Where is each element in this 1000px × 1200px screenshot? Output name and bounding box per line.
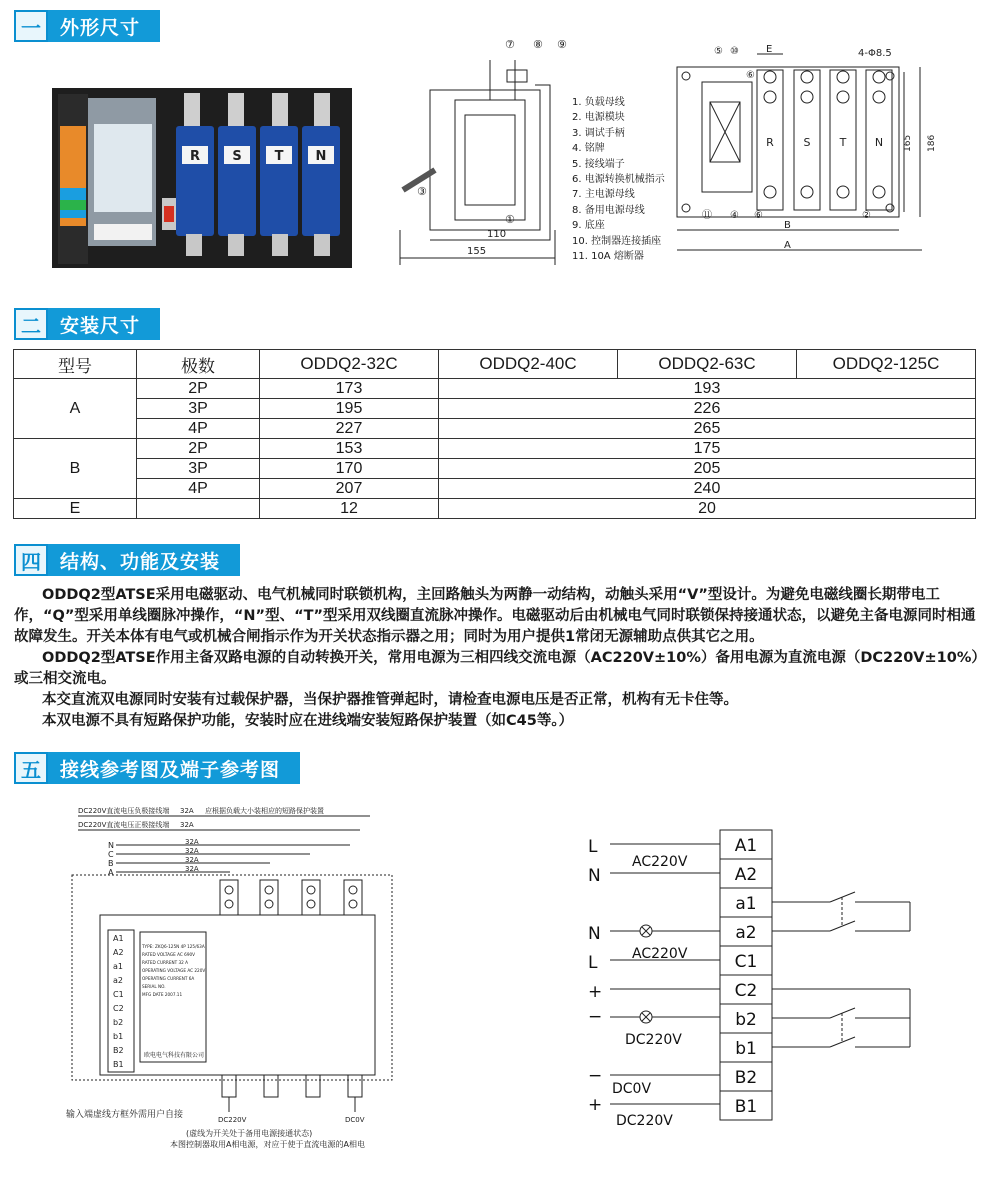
dim-155: 155 xyxy=(467,246,487,257)
caption-controller: 本图控制器取用A相电源，对应于使于直流电源的A相电 xyxy=(170,1140,365,1149)
strip-terminal: B2 xyxy=(113,1046,124,1055)
dim-110: 110 xyxy=(487,229,507,240)
cell-value: 207 xyxy=(260,479,439,499)
cell-value: 205 xyxy=(439,459,976,479)
nameplate-line: OPERATING VOLTAGE AC 220V xyxy=(142,968,206,973)
voltage-label: AC220V xyxy=(632,854,688,870)
source-label: − xyxy=(588,1007,603,1027)
strip-terminal: C2 xyxy=(113,1004,124,1013)
callout-1: ① xyxy=(505,213,515,226)
phase-label: C xyxy=(108,850,114,859)
phase-label: A xyxy=(108,868,114,877)
install-dimension-table xyxy=(13,349,976,519)
dim-e: E xyxy=(766,44,773,55)
section-number: 一 xyxy=(14,10,48,42)
pole-label: N xyxy=(315,149,327,164)
table-row xyxy=(14,439,976,459)
legend-item: 2. 电源模块 xyxy=(572,112,625,124)
cell-value: 240 xyxy=(439,479,976,499)
bottom-dc0-label: DC0V xyxy=(345,1116,365,1124)
product-photo xyxy=(52,88,362,278)
dim-186: 186 xyxy=(927,134,937,152)
callout-5: ⑤ xyxy=(714,46,723,57)
paragraph: ODDQ2型ATSE采用电磁驱动、电气机械同时联锁机构，主回路触头为两静一动结构，动触头采用“V”型设计。为避免电磁线圈长期带电工作，“Q”型采用单线圈脉冲操作，“N”型、“T”型采用双线圈直流脉冲操作。电磁驱动后由机械电气同时联锁保持接通状态，以避免主备电源同时相通故障发生。开关本体有电气或机械合闸指示作为开关状态指示器之用；同时为用户提供1常闭无源辅助点供其它之用。 xyxy=(14,587,976,645)
col-header: ODDQ2-32C xyxy=(260,350,439,379)
voltage-label: AC220V xyxy=(632,946,688,962)
table-row xyxy=(14,399,976,419)
strip-terminal: b2 xyxy=(113,1018,124,1027)
callout-8: ⑧ xyxy=(533,40,543,51)
strip-terminal: b1 xyxy=(113,1032,124,1041)
strip-terminal: A1 xyxy=(113,934,124,943)
strip-terminal: B1 xyxy=(113,1060,124,1069)
legend-item: 5. 接线端子 xyxy=(572,158,625,170)
fuse-rating: 32A xyxy=(185,838,199,846)
section-header-structure xyxy=(14,544,240,576)
cell-poles: 3P xyxy=(137,459,260,479)
terminal-label: C2 xyxy=(734,981,758,1001)
pole-label: S xyxy=(232,149,242,164)
terminal-label: C1 xyxy=(734,952,758,972)
pole-label: T xyxy=(274,149,284,164)
table-row xyxy=(14,479,976,499)
dc-neg-label: DC220V直流电压负极接线端 xyxy=(78,807,170,815)
callout-2: ② xyxy=(862,210,871,221)
phase-label: B xyxy=(108,859,114,868)
terminal-label: a2 xyxy=(735,923,757,943)
cell-value: 195 xyxy=(260,399,439,419)
paragraph: 本交直流双电源同时安装有过载保护器，当保护器推管弹起时，请检查电源电压是否正常，机构有无卡住等。 xyxy=(42,692,738,708)
fuse-rating: 32A xyxy=(185,847,199,855)
voltage-label: DC0V xyxy=(612,1081,652,1097)
dc-pos-label: DC220V直流电压正极接线端 xyxy=(78,821,170,829)
legend-item: 8. 备用电源母线 xyxy=(572,204,645,216)
legend-item: 11. 10A 熔断器 xyxy=(572,251,644,263)
terminal-label: b2 xyxy=(735,1010,757,1030)
terminal-label: b1 xyxy=(735,1039,757,1059)
callout-6: ⑥ xyxy=(746,70,755,81)
pole-label: N xyxy=(874,136,884,149)
cell-value: 175 xyxy=(439,439,976,459)
terminal-label: B1 xyxy=(734,1097,758,1117)
group-label: A xyxy=(14,379,137,439)
cell-value: 193 xyxy=(439,379,976,399)
legend-item: 7. 主电源母线 xyxy=(572,189,635,201)
cell-poles: 3P xyxy=(137,399,260,419)
terminal-label: A2 xyxy=(734,865,758,885)
group-label: E xyxy=(14,499,137,519)
callout-7: ⑦ xyxy=(505,40,515,51)
source-label: N xyxy=(588,866,601,886)
terminal-label: A1 xyxy=(734,836,758,856)
fuse-rating: 32A xyxy=(180,821,194,829)
dim-hole: 4-Φ8.5 xyxy=(858,48,892,59)
fuse-rating: 32A xyxy=(180,807,194,815)
nameplate-line: RATED CURRENT 32 A xyxy=(142,960,189,965)
cell-poles: 2P xyxy=(137,379,260,399)
paragraph: 本双电源不具有短路保护功能，安装时应在进线端安装短路保护装置（如C45等。） xyxy=(42,713,574,729)
cell-value: 227 xyxy=(260,419,439,439)
section-header-install xyxy=(14,308,160,340)
nameplate-line: MFG DATE 2007.11 xyxy=(142,992,183,997)
legend-item: 9. 底座 xyxy=(572,220,605,232)
fuse-rating: 32A xyxy=(185,865,199,873)
strip-terminal: A2 xyxy=(113,948,124,957)
section-title: 接线参考图及端子参考图 xyxy=(48,752,300,784)
cell-value: 12 xyxy=(260,499,439,519)
col-header: 极数 xyxy=(137,350,260,379)
callout-4: ④ xyxy=(730,210,739,221)
cell-poles: 2P xyxy=(137,439,260,459)
table-row xyxy=(14,459,976,479)
front-view-drawing xyxy=(672,42,942,260)
description-text xyxy=(14,585,989,732)
parts-legend xyxy=(572,95,665,264)
callout-10: ⑩ xyxy=(730,46,739,57)
terminal-label: a1 xyxy=(735,894,757,914)
section-number: 四 xyxy=(14,544,48,576)
cell-value: 170 xyxy=(260,459,439,479)
table-row xyxy=(14,379,976,399)
paragraph: ODDQ2型ATSE作用主备双路电源的自动转换开关，常用电源为三相四线交流电源（AC220V±10%）备用电源为直流电源（DC220V±10%）或三相交流电。 xyxy=(14,650,986,687)
pole-label: T xyxy=(839,136,847,149)
protection-note: 应根据负载大小装相应的短路保护装置 xyxy=(205,807,324,815)
cell-poles xyxy=(137,499,260,519)
source-label: N xyxy=(588,924,601,944)
section-title: 外形尺寸 xyxy=(48,10,160,42)
pole-label: S xyxy=(803,136,811,149)
dim-165: 165 xyxy=(903,134,913,152)
wiring-diagram xyxy=(60,800,500,1150)
section-number: 五 xyxy=(14,752,48,784)
bottom-dc-label: DC220V xyxy=(218,1116,247,1124)
strip-terminal: a2 xyxy=(113,976,123,985)
terminal-label: B2 xyxy=(734,1068,758,1088)
table-header-row xyxy=(14,350,976,379)
col-header: ODDQ2-125C xyxy=(797,350,976,379)
source-label: + xyxy=(588,1095,603,1115)
legend-item: 1. 负载母线 xyxy=(572,97,625,108)
voltage-label: DC220V xyxy=(616,1113,673,1125)
phase-label: N xyxy=(108,841,114,850)
table-row xyxy=(14,499,976,519)
cell-value: 265 xyxy=(439,419,976,439)
dim-a: A xyxy=(784,240,791,251)
nameplate-line: TYPE: ZKQ6-125N 4P 125/63A xyxy=(142,944,205,949)
pole-label: R xyxy=(766,136,774,149)
section-title: 结构、功能及安装 xyxy=(48,544,240,576)
cell-value: 173 xyxy=(260,379,439,399)
strip-terminal: C1 xyxy=(113,990,124,999)
legend-item: 4. 铭牌 xyxy=(572,143,605,155)
col-header: ODDQ2-63C xyxy=(618,350,797,379)
section-title: 安装尺寸 xyxy=(48,308,160,340)
cell-value: 20 xyxy=(439,499,976,519)
pole-label: R xyxy=(189,149,201,164)
maker-name: 欧电电气科技有限公司 xyxy=(144,1052,205,1059)
callout-9: ⑨ xyxy=(557,40,567,51)
callout-6b: ⑥ xyxy=(754,210,763,221)
input-note: 输入端虚线方框外需用户自接 xyxy=(66,1110,184,1120)
source-label: − xyxy=(588,1066,603,1086)
source-label: + xyxy=(588,982,603,1002)
nameplate-line: SERIAL NO. xyxy=(142,984,166,989)
cell-value: 153 xyxy=(260,439,439,459)
group-label: B xyxy=(14,439,137,499)
nameplate-line: RATED VOLTAGE AC 690V xyxy=(142,952,196,957)
table-row xyxy=(14,419,976,439)
side-view-drawing xyxy=(395,40,570,270)
terminal-diagram xyxy=(580,825,920,1125)
source-label: L xyxy=(588,953,598,973)
col-header: 型号 xyxy=(14,350,137,379)
fuse-rating: 32A xyxy=(185,856,199,864)
source-label: L xyxy=(588,837,598,857)
legend-item: 10. 控制器连接插座 xyxy=(572,235,662,247)
col-header: ODDQ2-40C xyxy=(439,350,618,379)
section-header-dimensions xyxy=(14,10,160,42)
legend-item: 3. 调试手柄 xyxy=(572,127,625,139)
nameplate-line: OPERATING CURRENT 6A xyxy=(142,976,195,981)
section-header-wiring xyxy=(14,752,300,784)
strip-terminal: a1 xyxy=(113,962,123,971)
voltage-label: DC220V xyxy=(625,1032,682,1048)
cell-poles: 4P xyxy=(137,419,260,439)
cell-poles: 4P xyxy=(137,479,260,499)
callout-3: ③ xyxy=(417,185,427,198)
callout-11: ⑪ xyxy=(702,210,712,221)
legend-item: 6. 电源转换机械指示 xyxy=(572,174,665,186)
section-number: 二 xyxy=(14,308,48,340)
cell-value: 226 xyxy=(439,399,976,419)
dim-b: B xyxy=(784,220,791,231)
caption-dashed: (虚线为开关处于备用电源接通状态) xyxy=(186,1129,313,1138)
